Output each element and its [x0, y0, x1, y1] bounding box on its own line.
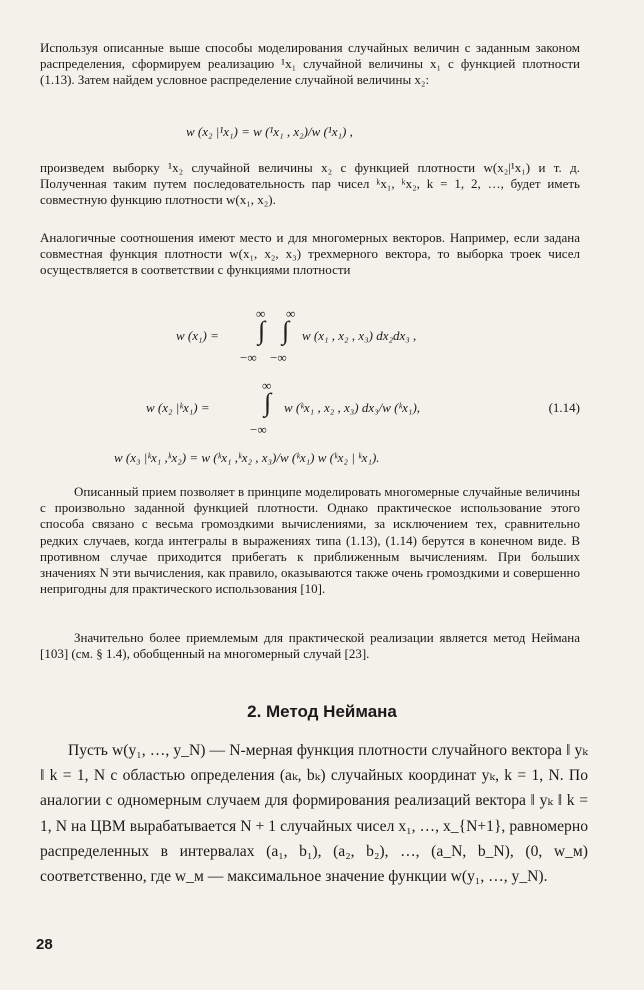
integral-sign-3: ∫ — [264, 388, 272, 417]
lower-limit-2: −∞ — [270, 350, 287, 365]
equation-number: (1.14) — [548, 400, 580, 415]
equation-third-component: w (x₃ |ᵏx₁ ,ᵏx₂) = w (ᵏx₁ ,ᵏx₂ , x₃)/w (ᵏx₁) w (ᵏx₂ | ᵏx₁). — [114, 450, 380, 465]
upper-limit-2: ∞ — [286, 306, 296, 321]
section-heading: 2. Метод Неймана — [247, 702, 397, 721]
eq2-rhs: w (x₁ , x₂ , x₃) dx₂dx₃ , — [302, 328, 417, 343]
equation-conditional-density: w (x₂ |¹x₁) = w (¹x₁ , x₂)/w (¹x₁) , — [186, 124, 353, 139]
integral-sign-1: ∫ — [258, 316, 266, 345]
eq3-rhs: w (ᵏx₁ , x₂ , x₃) dx₃/w (ᵏx₁), — [284, 400, 421, 415]
page-number: 28 — [36, 936, 53, 953]
paragraph-6: Пусть w(y₁, …, y_N) — N-мерная функция плотности случайного вектора ‖ yₖ ‖ k = 1, N с областью определения (aₖ, bₖ) случайных координат yₖ, k = 1, N. По аналогии с одномерным случаем для формирования реализаций вектора ‖ yₖ ‖ k = 1, N на ЦВМ вырабатывается N + 1 случайных чисел x₁, …, x_{N+1}, равномерно распределенных в интервалах (a₁, b₁), (a₂, b₂), …, (a_N, b_N), (0, w_м) соответственно, где w_м — максимальное значение функции w(y₁, …, y_N). — [40, 742, 588, 886]
lower-limit-1: −∞ — [240, 350, 257, 365]
eq2-lhs: w (x₁) = — [176, 328, 219, 343]
paragraph-5: Значительно более приемлемым для практической реализации является метод Неймана [103] (см. § 1.4), обобщенный на многомерный случай [23]. — [40, 630, 580, 662]
upper-limit-1: ∞ — [256, 306, 266, 321]
paragraph-3: Аналогичные соотношения имеют место и для многомерных векторов. Например, если задана совместная функция плотности w(x₁, x₂, x₃) трехмерного вектора, то выборка троек чисел осуществляется в соответствии с функциями плотности — [40, 230, 580, 278]
integral-sign-2: ∫ — [282, 316, 290, 345]
paragraph-2: произведем выборку ¹x₂ случайной величины x₂ с функцией плотности w(x₂|¹x₁) и т. д. Полученная таким путем последовательность пар чисел ᵏx₁, ᵏx₂, k = 1, 2, …, будет иметь совместную функцию плотности w(x₁, x₂). — [40, 160, 580, 208]
lower-limit-3: −∞ — [250, 422, 267, 437]
paragraph-4: Описанный прием позволяет в принципе моделировать многомерные случайные величины с произвольно заданной функцией плотности. Однако практическое использование этого способа связано с весьма громоздкими вычислениями, за исключением тех, сравнительно редких случаев, когда интегралы в выражениях типа (1.13), (1.14) берутся в конечном виде. В противном случае приходится прибегать к приближенным вычислениям. При больших значениях N эти вычисления, как правило, оказываются также очень громоздкими и совершенно непригодны для практического использования [10]. — [40, 484, 580, 597]
paragraph-1: Используя описанные выше способы моделирования случайных величин с заданным законом распределения, сформируем реализацию ¹x₁ случайной величины x₁ с функцией плотности (1.13). Затем найдем условное распределение случайной величины x₂: — [40, 40, 580, 88]
eq3-lhs: w (x₂ |ᵏx₁) = — [146, 400, 210, 415]
upper-limit-3: ∞ — [262, 378, 272, 393]
